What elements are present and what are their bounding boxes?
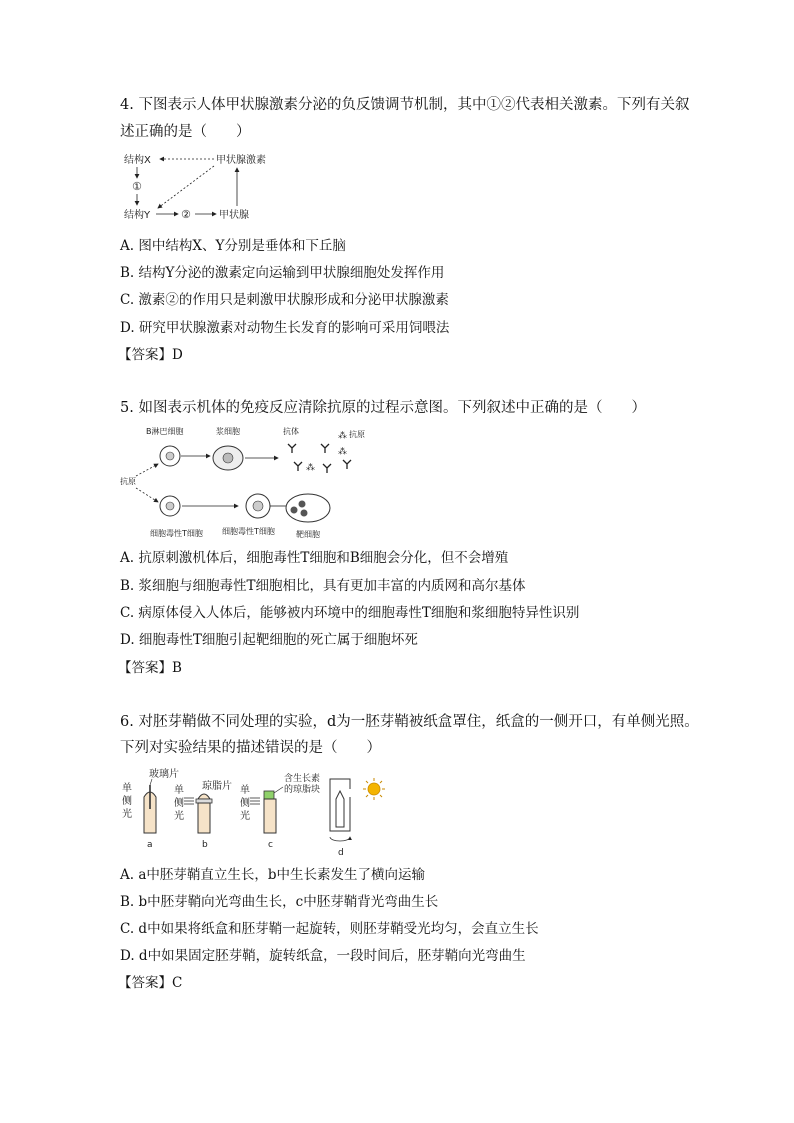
thyroid-hormone-label: 甲状腺激素: [216, 155, 266, 166]
light-b-2: 侧: [174, 798, 184, 809]
q5-option-b: B. 浆细胞与细胞毒性T细胞相比，具有更加丰富的内质网和高尔基体: [120, 578, 526, 594]
q4-option-b: B. 结构Y分泌的激素定向运输到甲状腺细胞处发挥作用: [120, 265, 445, 281]
structure-x-label: 结构X: [124, 155, 151, 166]
antibody-label: 抗体: [283, 427, 299, 436]
q4-stem-line1: 4. 下图表示人体甲状腺激素分泌的负反馈调节机制，其中①②代表相关激素。下列有关叙: [120, 97, 690, 113]
q4-option-d: D. 研究甲状腺激素对动物生长发育的影响可采用饲喂法: [120, 320, 450, 336]
arrow-antigen-to-t: [136, 488, 158, 502]
q6-option-a: A. a中胚芽鞘直立生长，b中生长素发生了横向运输: [120, 867, 426, 883]
arrow-antigen-to-b: [136, 464, 158, 476]
auxin-agar-label-1: 含生长素: [284, 774, 321, 784]
b-cell-label: B淋巴细胞: [146, 427, 184, 436]
q4-feedback-diagram: [120, 150, 300, 225]
antigen-left-label: 抗原: [120, 477, 136, 486]
antigen-icon-2: ⁂: [338, 447, 347, 457]
light-c-3: 光: [240, 811, 250, 822]
antigen-top-label: 抗原: [349, 430, 365, 439]
q6-option-b: B. b中胚芽鞘向光弯曲生长，c中胚芽鞘背光弯曲生长: [120, 894, 439, 910]
coleoptile-b: [198, 803, 210, 833]
light-b-1: 单: [174, 785, 184, 796]
light-a-3: 光: [122, 809, 132, 820]
q5-option-d: D. 细胞毒性T细胞引起靶细胞的死亡属于细胞坏死: [120, 632, 418, 648]
coleoptile-b-tip: [198, 794, 210, 799]
q5-answer: 【答案】B: [118, 660, 182, 676]
target-cell-granule-3: [291, 507, 298, 514]
sun-icon: [363, 778, 385, 800]
plasma-cell-nucleus: [223, 453, 233, 463]
coleoptile-d: [336, 791, 344, 827]
auxin-agar-label-2: 的琼脂块: [284, 785, 321, 795]
q6-answer: 【答案】C: [118, 975, 183, 991]
target-cell-label: 靶细胞: [296, 530, 320, 539]
light-b-3: 光: [174, 811, 184, 822]
hormone-1-label: ①: [132, 180, 142, 193]
hormone-2-label: ②: [181, 208, 191, 221]
feedback-arrow-y: [158, 166, 214, 208]
cytotoxic-t-mid-label: 细胞毒性T细胞: [222, 527, 275, 536]
q5-immune-diagram: [118, 424, 368, 540]
q6-stem-line2: 下列对实验结果的描述错误的是（ ）: [120, 740, 381, 756]
light-c-2: 侧: [240, 798, 250, 809]
antigen-icon: ⁂: [338, 431, 347, 441]
plasma-cell-label: 浆细胞: [216, 427, 240, 436]
q5-option-c: C. 病原体侵入人体后，能够被内环境中的细胞毒性T细胞和浆细胞特异性识别: [120, 605, 580, 621]
q5-stem-line1: 5. 如图表示机体的免疫反应清除抗原的过程示意图。下列叙述中正确的是（ ）: [120, 400, 646, 416]
target-cell-granule-2: [301, 510, 308, 517]
q4-option-c: C. 激素②的作用只是刺激甲状腺形成和分泌甲状腺激素: [120, 292, 449, 308]
cytotoxic-t-left-label: 细胞毒性T细胞: [150, 529, 203, 538]
q6-coleoptile-diagram: [118, 765, 388, 860]
label-b: b: [202, 840, 208, 850]
q6-option-d: D. d中如果固定胚芽鞘，旋转纸盒，一段时间后，胚芽鞘向光弯曲生: [120, 948, 526, 964]
q4-option-a: A. 图中结构X、Y分别是垂体和下丘脑: [120, 238, 346, 254]
auxin-pointer: [274, 787, 283, 793]
light-a-2: 侧: [122, 796, 132, 807]
label-d: d: [338, 848, 344, 858]
q6-option-c: C. d中如果将纸盒和胚芽鞘一起旋转，则胚芽鞘受光均匀，会直立生长: [120, 921, 539, 937]
target-cell-granule: [299, 501, 306, 508]
b-cell-nucleus: [166, 452, 174, 460]
cytotoxic-t-left-nucleus: [166, 502, 174, 510]
structure-y-label: 结构Y: [124, 210, 151, 221]
q5-option-a: A. 抗原刺激机体后，细胞毒性T细胞和B细胞会分化，但不会增殖: [120, 550, 509, 566]
q6-stem-line1: 6. 对胚芽鞘做不同处理的实验，d为一胚芽鞘被纸盒罩住，纸盒的一侧开口，有单侧光照。: [120, 714, 699, 730]
q4-stem-line2: 述正确的是（ ）: [120, 124, 251, 140]
glass-sheet-label: 玻璃片: [149, 769, 179, 780]
rotation-arrow: [330, 837, 350, 841]
thyroid-label: 甲状腺: [219, 210, 249, 221]
auxin-agar-block: [264, 791, 274, 799]
agar-sheet: [196, 799, 212, 803]
light-rays-c: [250, 798, 260, 804]
light-rays-b: [184, 798, 194, 804]
antigen-cluster-icon: ⁂: [306, 463, 315, 473]
cytotoxic-t-mid-nucleus: [253, 501, 263, 511]
agar-block-label: 琼脂片: [202, 781, 232, 792]
light-c-1: 单: [240, 785, 250, 796]
light-a-1: 单: [122, 783, 132, 794]
q4-answer: 【答案】D: [118, 347, 183, 363]
label-a: a: [147, 840, 153, 850]
coleoptile-c: [264, 799, 276, 833]
label-c: c: [268, 840, 273, 850]
